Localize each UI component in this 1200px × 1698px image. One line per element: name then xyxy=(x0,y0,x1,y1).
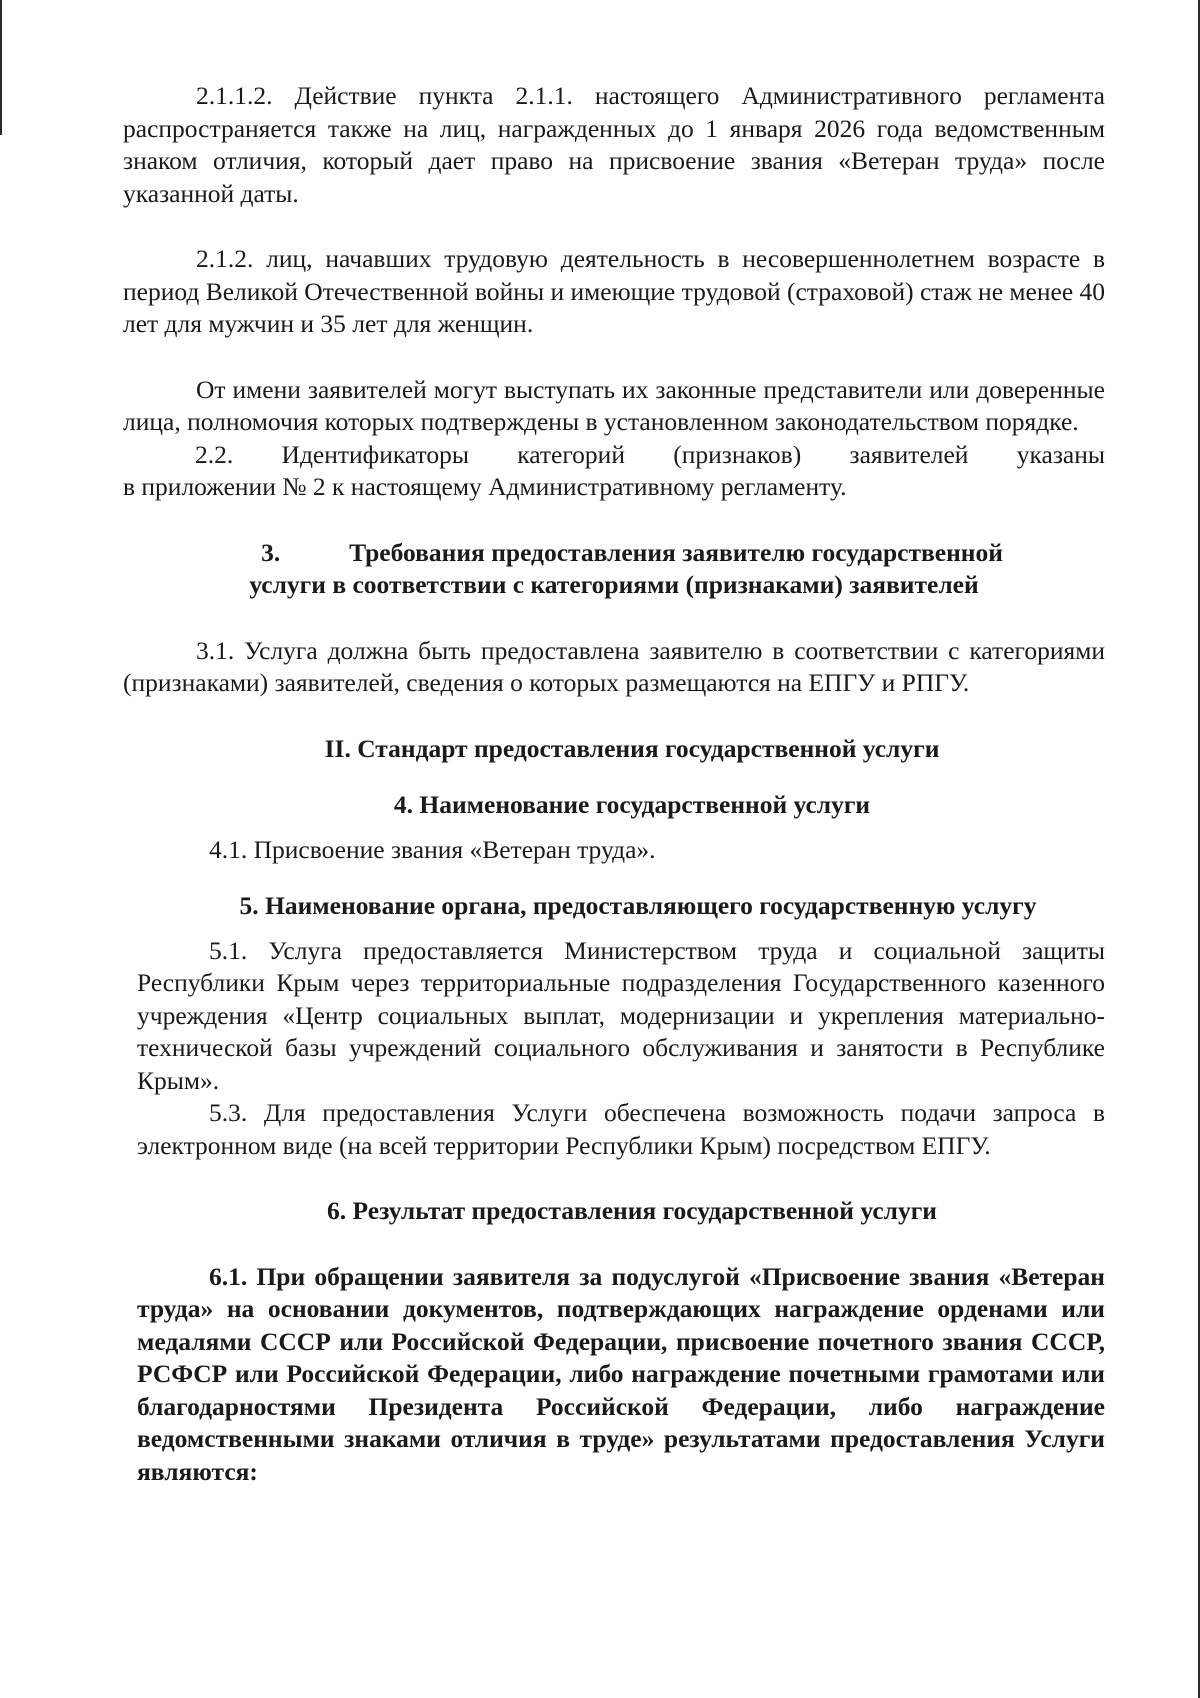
heading-section-3-number: 3. xyxy=(261,537,281,567)
section-5-body xyxy=(123,935,1105,1163)
heading-section-3 xyxy=(123,537,1105,570)
heading-section-6: 6. Результат предоставления государственной услуги xyxy=(327,1196,937,1225)
paragraph-2-2-word: Идентификаторы xyxy=(281,439,469,469)
heading-section-4: 4. Наименование государственной услуги xyxy=(393,790,871,819)
paragraph-2-1-2: 2.1.2. лиц, начавших трудовую деятельность в несовершеннолетнем возрасте в период Великой Отечественной войны и имеющие трудовой (страховой) стаж не менее 40 лет для мужчин и 35 лет для женщин. xyxy=(123,244,1106,338)
paragraph-5-3: 5.3. Для предоставления Услуги обеспечена возможность подачи запроса в электронном виде (на всей территории Республики Крым) посредством ЕПГУ. xyxy=(137,1098,1105,1160)
heading-section-II: II. Стандарт предоставления государственной услуги xyxy=(324,733,940,763)
scan-edge-left xyxy=(0,0,2,135)
document-body xyxy=(123,80,1105,1488)
paragraph-2-1-1-2: 2.1.1.2. Действие пункта 2.1.1. настоящего Административного регламента распространяется также на лиц, награжденных до 1 января 2026 года ведомственным знаком отличия, который дает право на присвоение звания «Ветеран труда» после указанной даты. xyxy=(123,81,1105,208)
paragraph-2-2-rest: в приложении № 2 к настоящему Административному регламенту. xyxy=(123,472,847,501)
paragraph-6-1: 6.1. При обращении заявителя за подуслугой «Присвоение звания «Ветеран труда» на основании документов, подтверждающих награждение орденами или медалями СССР или Российской Федерации, присвоение почетного звания СССР, РСФСР или Российской Федерации, либо награждение почетными грамотами или благодарностями Президента Российской Федерации, либо награждение ведомственными знаками отличия в труде» результатами предоставления Услуги являются: xyxy=(137,1261,1105,1486)
paragraph-3-1: 3.1. Услуга должна быть предоставлена заявителю в соответствии с категориями (признаками) заявителей, сведения о которых размещаются на ЕПГУ и РПГУ. xyxy=(123,635,1105,697)
paragraph-4-1: 4.1. Присвоение звания «Ветеран труда». xyxy=(209,834,656,864)
paragraph-2-2-word: категорий xyxy=(517,439,625,469)
paragraph-5-1: 5.1. Услуга предоставляется Министерством труда и социальной защиты Республики Крым через территориальные подразделения Государственного казенного учреждения «Центр социальных выплат, модернизации и укрепления материально-технической базы учреждений социального обслуживания и занятости в Республике Крым». xyxy=(137,935,1105,1095)
heading-section-3-line2: услуги в соответствии с категориями (признаками) заявителей xyxy=(249,570,979,599)
paragraph-2-2-word: указаны xyxy=(1016,439,1105,469)
paragraph-2-2-word: 2.2. xyxy=(195,439,234,469)
heading-section-3-line1: Требования предоставления заявителю государственной xyxy=(349,537,1003,567)
paragraph-2-2-first-line xyxy=(123,439,1105,472)
heading-section-5: 5. Наименование органа, предоставляющего государственную услугу xyxy=(239,891,1037,920)
paragraph-2-2-word: (признаков) xyxy=(673,439,802,469)
paragraph-representatives: От имени заявителей могут выступать их законные представители или доверенные лица, полномочия которых подтверждены в установленном законодательством порядке. xyxy=(123,374,1105,436)
paragraph-2-2-word: заявителей xyxy=(849,439,969,469)
